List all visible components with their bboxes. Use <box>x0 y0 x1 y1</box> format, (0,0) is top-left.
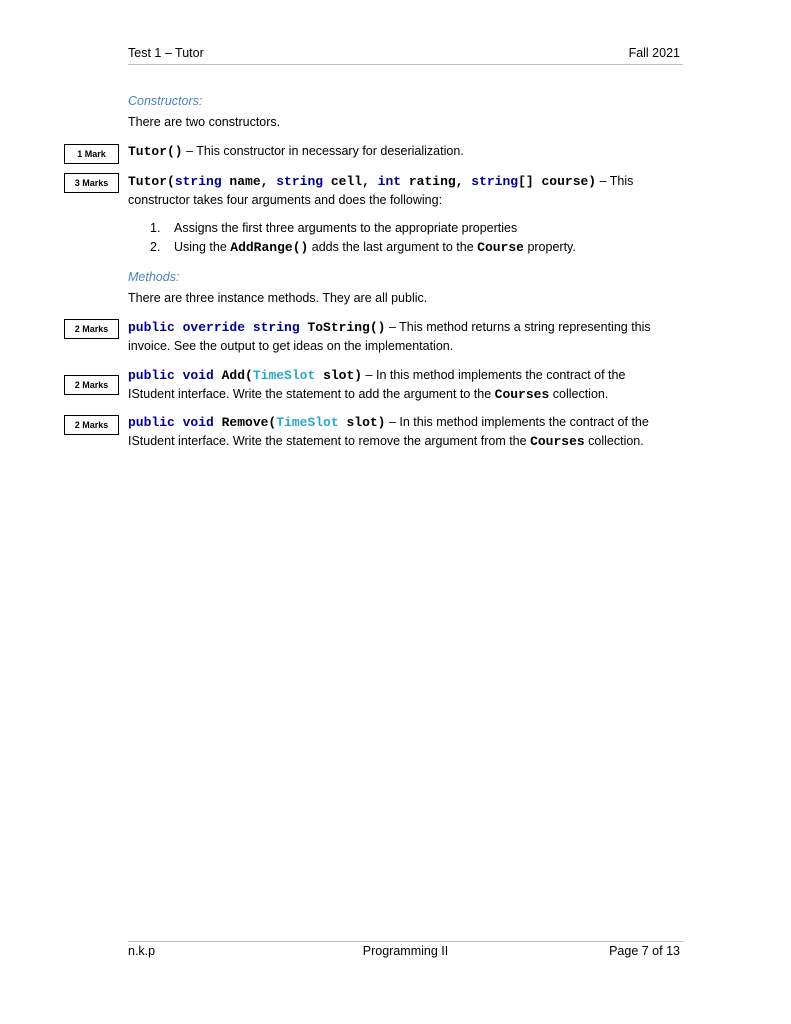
methods-intro: There are three instance methods. They are all public. <box>128 291 428 305</box>
method-tostring <box>128 318 688 356</box>
code-token: Courses <box>494 387 550 402</box>
method-description: – In this method implements the contract of the <box>362 368 626 382</box>
code-keyword: public override string <box>128 320 300 335</box>
method-description: – In this method implements the contract of the <box>385 415 649 429</box>
constructor-parameterized <box>128 172 688 210</box>
constructor-description: – This constructor in necessary for deserialization. <box>182 144 464 158</box>
list-item <box>150 238 690 257</box>
list-text: Using the AddRange() adds the last argument to the Course property. <box>174 240 576 255</box>
list-number: 2. <box>150 240 161 254</box>
methods-heading: Methods: <box>128 270 180 284</box>
code-keyword: string <box>174 174 222 189</box>
code-token: slot) <box>315 368 363 383</box>
constructor-description: – This <box>596 174 634 188</box>
code-token: AddRange() <box>230 240 309 255</box>
header-term: Fall 2021 <box>628 46 680 60</box>
constructor-default <box>128 142 688 161</box>
header-title: Test 1 – Tutor <box>128 46 204 60</box>
code-keyword: int <box>377 174 402 189</box>
code-token: Add( <box>213 368 253 383</box>
code-token: [] course) <box>518 174 597 189</box>
code-token: Remove( <box>213 415 277 430</box>
marks-box: 2 Marks <box>64 319 119 339</box>
constructors-heading: Constructors: <box>128 94 203 108</box>
code-signature: Tutor() <box>128 144 183 159</box>
marks-box: 3 Marks <box>64 173 119 193</box>
code-token: Course <box>477 240 524 255</box>
marks-box: 2 Marks <box>64 415 119 435</box>
marks-box: 1 Mark <box>64 144 119 164</box>
header-rule <box>128 64 683 65</box>
code-keyword: string <box>276 174 324 189</box>
code-keyword: public void <box>128 415 214 430</box>
method-description-cont: IStudent interface. Write the statement to add the argument to the Courses collection. <box>128 387 609 402</box>
method-description: – This method returns a string representing this <box>385 320 651 334</box>
code-type: TimeSlot <box>276 415 339 430</box>
code-token: slot) <box>338 415 386 430</box>
constructors-intro: There are two constructors. <box>128 115 281 129</box>
list-text: Assigns the first three arguments to the appropriate properties <box>174 221 518 235</box>
footer-page-number: Page 7 of 13 <box>609 944 680 958</box>
list-number: 1. <box>150 221 161 235</box>
code-token: name, <box>221 174 277 189</box>
method-description-cont: IStudent interface. Write the statement to remove the argument from the Courses collection. <box>128 434 644 449</box>
method-add <box>128 366 688 404</box>
method-remove <box>128 413 688 451</box>
code-token: ToString() <box>299 320 386 335</box>
code-token: Courses <box>530 434 585 449</box>
steps-list <box>150 219 690 257</box>
method-description-cont: invoice. See the output to get ideas on the implementation. <box>128 339 454 353</box>
footer-course: Programming II <box>362 944 449 958</box>
list-item <box>150 219 690 238</box>
code-keyword: public void <box>128 368 214 383</box>
marks-box: 2 Marks <box>64 375 119 395</box>
code-type: TimeSlot <box>252 368 316 383</box>
code-token: cell, <box>323 174 378 189</box>
constructor-description-cont: constructor takes four arguments and does the following: <box>128 193 443 207</box>
footer-rule <box>128 941 683 942</box>
code-token: rating, <box>401 174 472 189</box>
code-token: Tutor( <box>128 174 175 189</box>
footer-author: n.k.p <box>128 944 156 958</box>
code-keyword: string <box>471 174 519 189</box>
